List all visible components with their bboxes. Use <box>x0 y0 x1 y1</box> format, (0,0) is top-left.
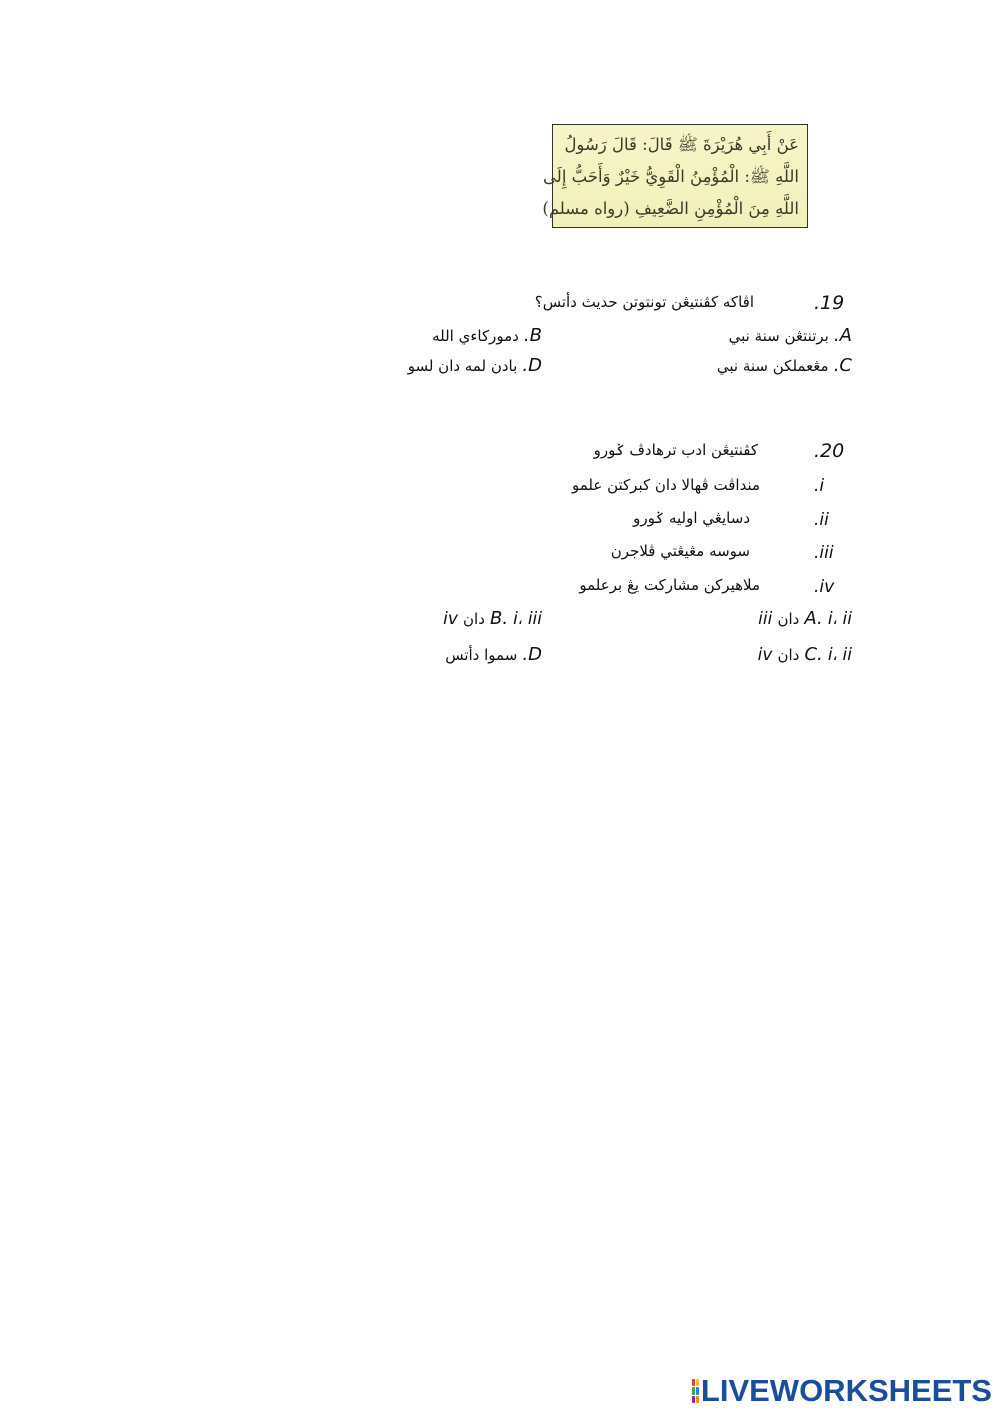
q19-option-b-letter: B. <box>523 325 542 346</box>
q20-statement-i-text: منداڤت ڤهالا دان كبركتن علمو <box>571 476 760 494</box>
q19-option-a-letter: A. <box>833 325 852 346</box>
q20-statement-i-roman: .i <box>814 476 825 496</box>
q19-option-c[interactable] <box>690 355 852 376</box>
q20-option-b-part1: i <box>513 609 518 629</box>
liveworksheets-logo <box>692 1373 992 1409</box>
hadith-line-3: اللَّهِ مِنَ الْمُؤْمِنِ الضَّعِيفِ (رواه مسلم) <box>542 199 799 218</box>
q19-option-c-text: مڠعملكن سنة نبي <box>716 357 829 375</box>
q19-option-a-text: برتنتڠن سنة نبي <box>728 327 829 345</box>
q19-option-d-text: بادن لمه دان لسو <box>407 357 518 375</box>
q19-number: .19 <box>814 292 845 314</box>
q20-option-c[interactable]: C. i، ii دان iv <box>757 644 852 665</box>
q20-question: كڤنتيڠن ادب ترهادڤ ݢورو <box>593 441 758 459</box>
q20-option-c-part1: i <box>827 645 833 665</box>
q20-option-b-part2: iii <box>527 609 542 629</box>
q20-option-a-conj: دان <box>777 610 800 628</box>
q20-option-a[interactable]: A. i، ii دان iii <box>758 608 852 629</box>
q20-option-a-part3: iii <box>758 609 773 629</box>
q19-option-c-letter: C. <box>833 355 852 376</box>
q19-option-d-letter: D. <box>522 355 542 376</box>
q20-option-c-part3: iv <box>757 645 773 665</box>
q20-option-b-part3: iv <box>443 609 458 629</box>
q19-option-b-text: دموركاءي الله <box>432 327 519 345</box>
q19-option-d[interactable] <box>380 355 542 376</box>
q20-option-a-part1: i <box>827 609 833 629</box>
q20-option-a-part2: ii <box>842 609 852 629</box>
q20-statement-iii-roman: .iii <box>814 543 834 563</box>
hadith-line-2: اللَّهِ ﷺ: الْمُؤْمِنُ الْقَوِيُّ خَيْرٌ وَأَحَبُّ إِلَى <box>543 167 799 186</box>
q20-option-d-text: سموا دأتس <box>445 646 518 664</box>
q20-statement-iv-roman: .iv <box>814 577 835 597</box>
q20-option-a-letter: A. <box>804 608 823 629</box>
q20-statement-ii-roman: .ii <box>814 510 829 530</box>
q20-option-b-conj: دان <box>463 610 485 628</box>
q19-option-a[interactable] <box>700 325 852 346</box>
q20-option-d-letter: D. <box>522 644 542 665</box>
q20-statement-iv-text: ملاهيركن مشاركت يڠ برعلمو <box>579 576 760 594</box>
q20-option-c-part2: ii <box>842 645 852 665</box>
q20-statement-ii-text: دسايڠي اوليه ݢورو <box>633 509 750 527</box>
liveworksheets-logo-icon <box>692 1379 699 1403</box>
hadith-line-1: عَنْ أَبِي هُرَيْرَةَ ﷺ قَالَ: قَالَ رَسُولُ <box>564 135 799 154</box>
q20-option-c-letter: C. <box>804 644 823 665</box>
q20-statement-iii-text: سوسه مڠيڠتي ڤلاجرن <box>610 542 750 560</box>
q20-option-d[interactable] <box>380 644 542 665</box>
hadith-box <box>542 124 808 228</box>
q20-option-b-letter: B. <box>489 608 509 629</box>
liveworksheets-brand: LIVEWORKSHEETS <box>700 1373 992 1408</box>
q20-option-c-conj: دان <box>777 646 800 664</box>
q20-number: .20 <box>814 440 845 462</box>
q20-option-b[interactable]: B. i، iii دان iv <box>443 608 542 629</box>
q19-question: اڤاكه كڤنتيڠن تونتوتن حديث دأتس؟ <box>534 293 754 311</box>
q19-option-b[interactable] <box>390 325 542 346</box>
